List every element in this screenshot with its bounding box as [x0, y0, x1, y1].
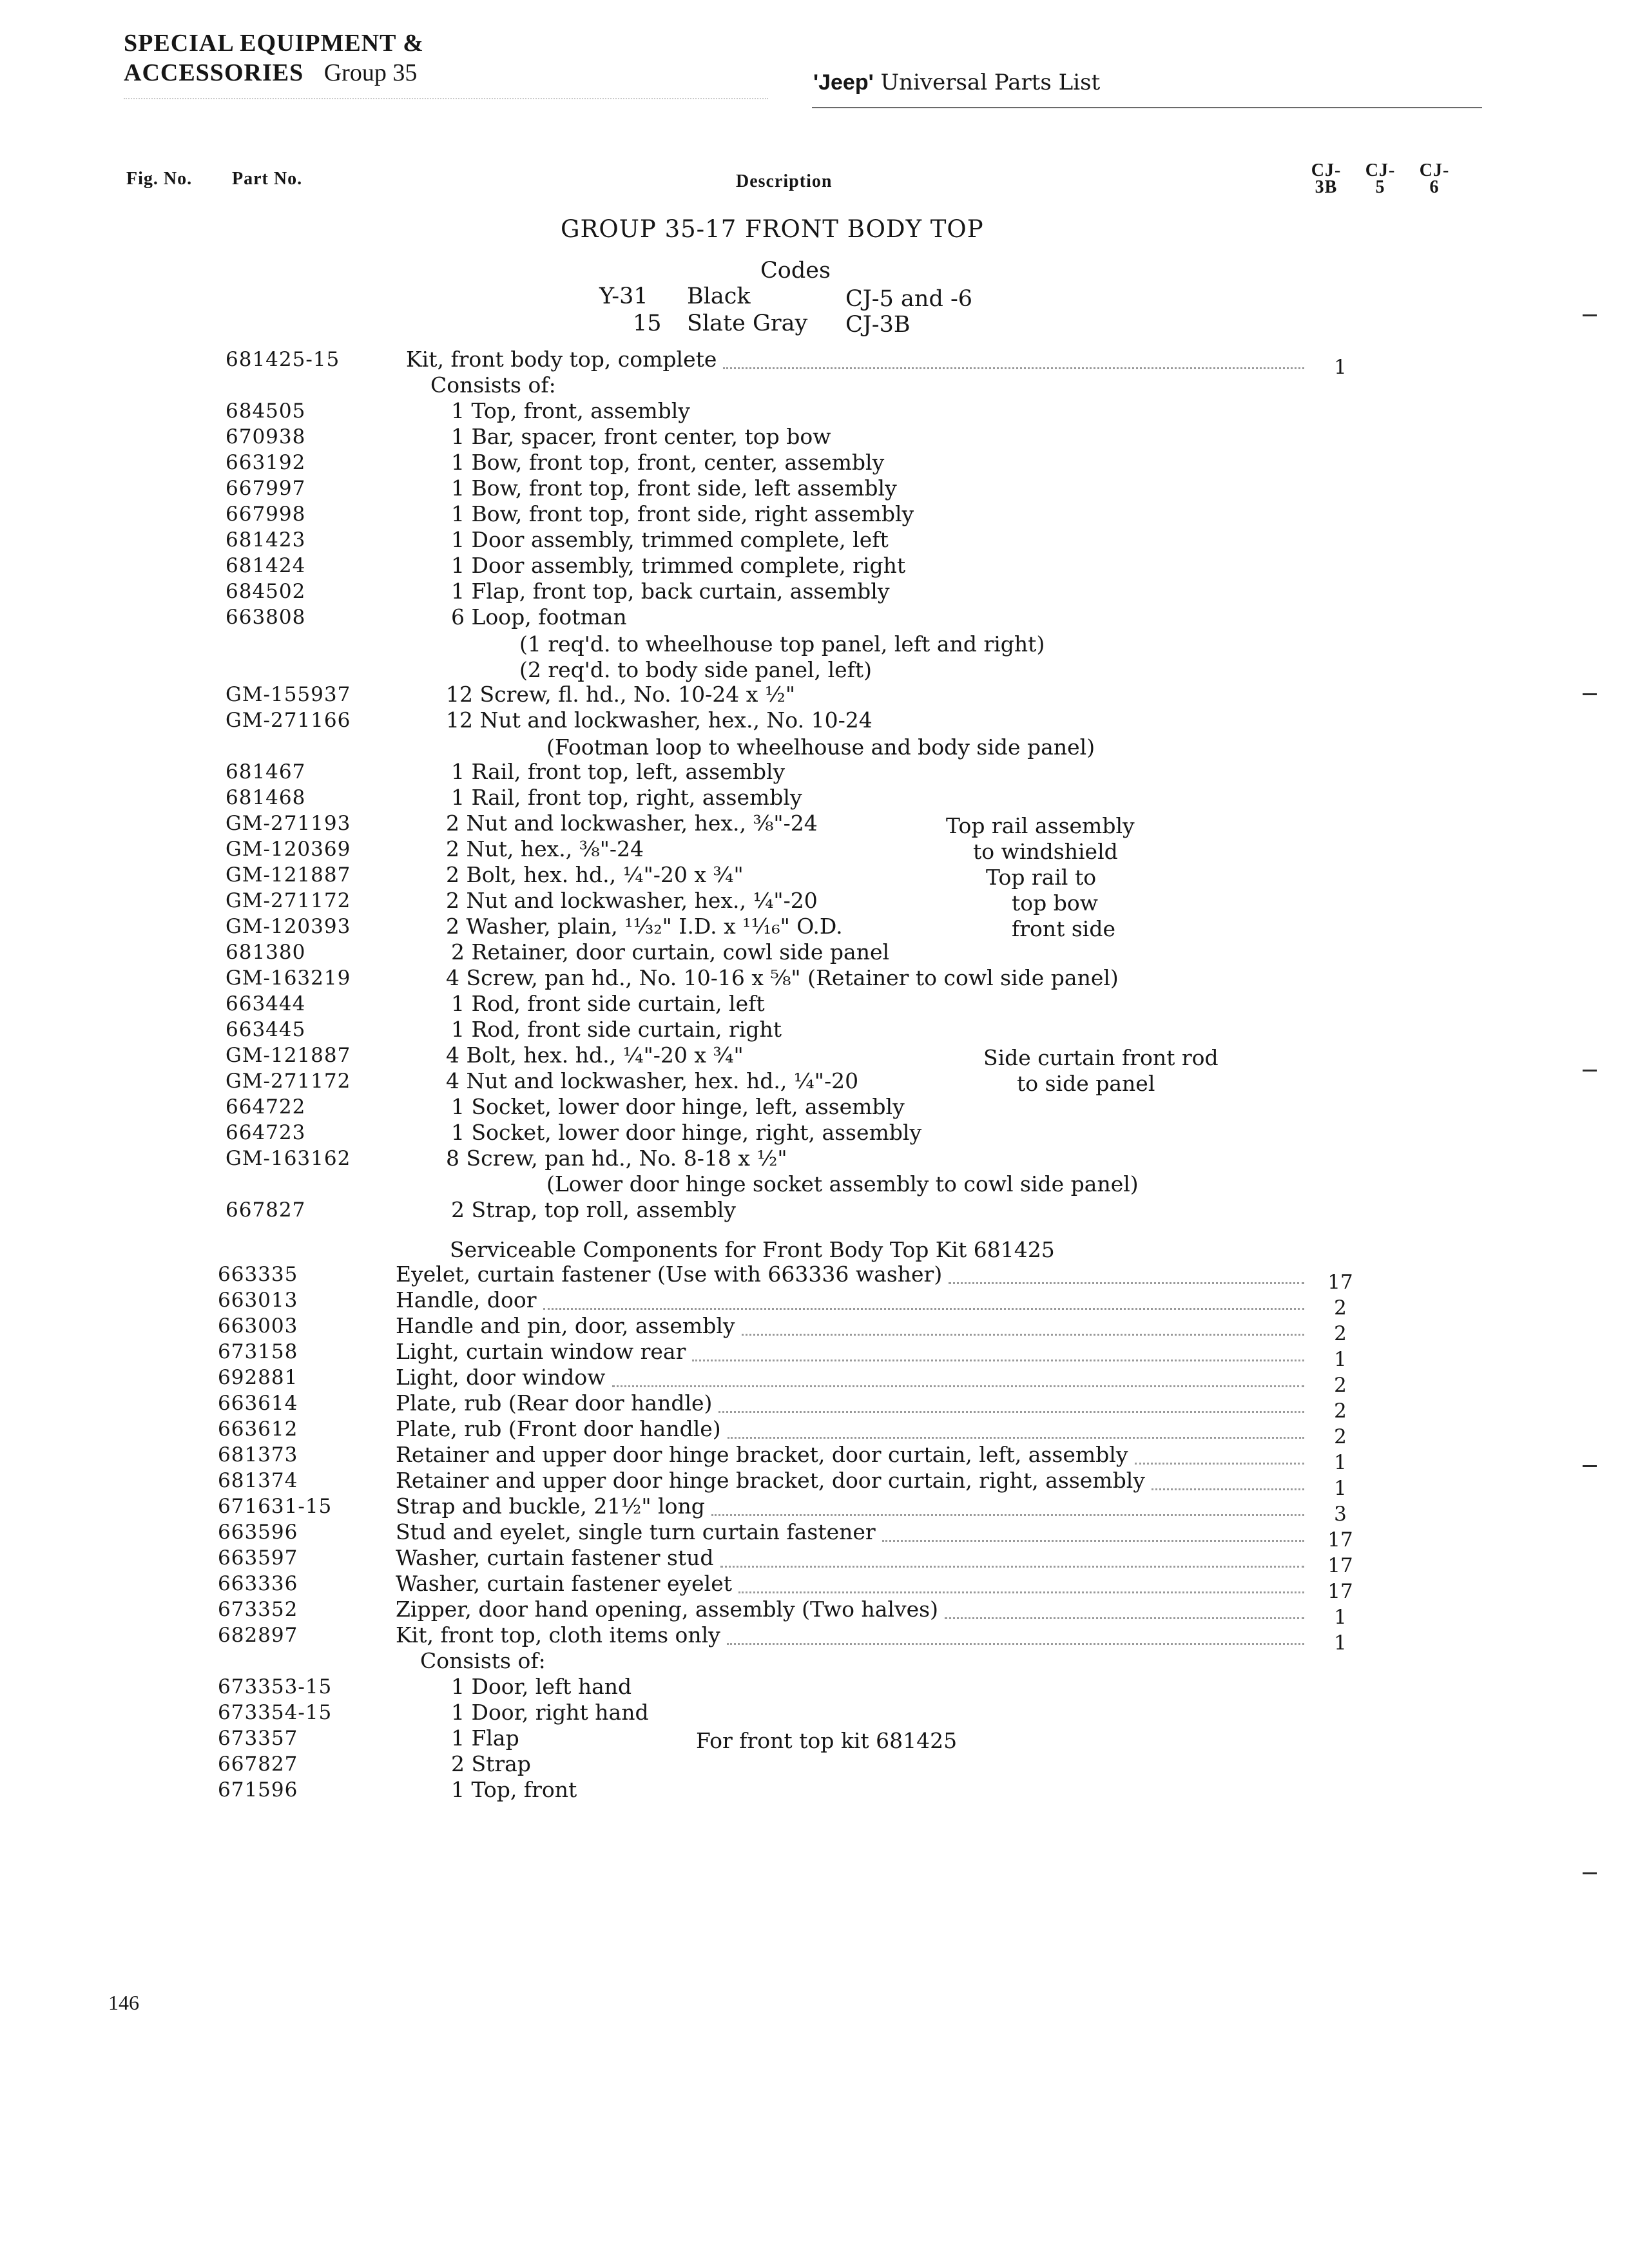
part-description: 1 Rod, front side curtain, left	[451, 991, 765, 1016]
quantity-cj-3b: 2	[1334, 1296, 1347, 1320]
margin-mark	[1583, 1070, 1597, 1072]
group-number: Group 35	[323, 59, 418, 86]
codes-label: Codes	[760, 258, 831, 284]
code-value: Y-31	[599, 284, 648, 309]
part-number: 663013	[218, 1289, 298, 1312]
part-description: (1 req'd. to wheelhouse top panel, left and right)	[519, 631, 1045, 657]
leader-dots	[718, 1411, 1304, 1413]
quantity-cj-3b: 17	[1327, 1528, 1353, 1552]
leader-dots	[945, 1617, 1304, 1619]
part-description: Kit, front body top, complete	[406, 347, 717, 372]
part-number: 671631-15	[218, 1495, 333, 1518]
code-15-models: CJ-3B	[845, 312, 911, 338]
quantity-cj-3b: 3	[1334, 1503, 1347, 1526]
part-description: 1 Socket, lower door hinge, right, assembly	[451, 1120, 922, 1145]
part-number: 664722	[226, 1095, 306, 1119]
margin-mark	[1583, 1465, 1597, 1467]
part-description: 1 Door, left hand	[451, 1674, 632, 1699]
part-description: Plate, rub (Front door handle)	[396, 1416, 721, 1441]
part-number: 663596	[218, 1521, 298, 1544]
part-description: Handle and pin, door, assembly	[396, 1313, 735, 1338]
part-number: 667998	[226, 503, 306, 526]
bracket-note: Top rail assembly	[946, 813, 1135, 838]
part-number: GM-163219	[226, 966, 351, 990]
part-description: 2 Nut and lockwasher, hex., ¼"-20	[446, 888, 818, 913]
part-number: 667827	[226, 1198, 306, 1222]
part-number: GM-155937	[226, 683, 351, 706]
part-description: 1 Socket, lower door hinge, left, assembly	[451, 1094, 905, 1119]
part-number: 664723	[226, 1121, 306, 1144]
part-number: 684505	[226, 399, 306, 423]
header-faint-rule	[124, 98, 768, 99]
part-number: GM-121887	[226, 1044, 351, 1067]
part-description: 1 Flap, front top, back curtain, assembly	[451, 579, 890, 604]
column-fig-no: Fig. No.	[126, 169, 193, 189]
part-description: Stud and eyelet, single turn curtain fastener	[396, 1519, 876, 1544]
leader-dots	[612, 1385, 1304, 1387]
document-title	[813, 70, 1100, 95]
leader-dots	[882, 1540, 1304, 1542]
quantity-cj-3b: 2	[1334, 1425, 1347, 1448]
part-description: 2 Bolt, hex. hd., ¼"-20 x ¾"	[446, 862, 744, 887]
part-description: Light, curtain window rear	[396, 1339, 686, 1364]
part-description: Eyelet, curtain fastener (Use with 663336 washer)	[396, 1262, 943, 1287]
part-number: 663612	[218, 1418, 298, 1441]
part-description: 2 Retainer, door curtain, cowl side panel	[451, 939, 890, 965]
part-description: 8 Screw, pan hd., No. 8-18 x ½"	[446, 1146, 787, 1171]
code-y31-models: CJ-5 and -6	[845, 286, 973, 312]
code-y31	[599, 284, 648, 309]
group-title: GROUP 35-17 FRONT BODY TOP	[561, 215, 984, 243]
section-heading-line1: SPECIAL EQUIPMENT &	[124, 30, 424, 57]
column-description: Description	[736, 171, 833, 191]
part-number: 673158	[218, 1340, 298, 1363]
part-number: 663003	[218, 1314, 298, 1338]
part-number: 663808	[226, 606, 306, 629]
part-number: 681374	[218, 1469, 298, 1492]
leader-dots	[720, 1566, 1304, 1568]
margin-mark	[1583, 1872, 1597, 1874]
quantity-cj-3b: 17	[1327, 1271, 1353, 1294]
part-description: (2 req'd. to body side panel, left)	[519, 657, 872, 682]
part-number: 673353-15	[218, 1675, 333, 1698]
column-cj-5-line1: CJ-	[1365, 160, 1396, 180]
part-number: 673352	[218, 1598, 298, 1621]
part-number: GM-163162	[226, 1147, 351, 1170]
part-description: Retainer and upper door hinge bracket, door curtain, right, assembly	[396, 1468, 1145, 1493]
section-heading	[124, 28, 424, 88]
leader-dots	[692, 1360, 1304, 1361]
part-description: Washer, curtain fastener eyelet	[396, 1571, 733, 1596]
column-cj-3b-line2: 3B	[1315, 177, 1338, 197]
quantity-cj-3b: 1	[1334, 1451, 1347, 1474]
quantity-cj-3b: 1	[1334, 1631, 1347, 1655]
part-description: 1 Door assembly, trimmed complete, right	[451, 553, 906, 578]
part-number: 681425-15	[226, 348, 340, 371]
leader-dots	[711, 1514, 1304, 1516]
part-description: 1 Bow, front top, front side, right assembly	[451, 501, 914, 526]
part-number: 673357	[218, 1727, 298, 1750]
brand-name: 'Jeep'	[813, 70, 874, 95]
quantity-cj-3b: 2	[1334, 1374, 1347, 1397]
quantity-cj-3b: 1	[1334, 1348, 1347, 1371]
quantity-cj-3b: 1	[1334, 1477, 1347, 1500]
column-cj-3b	[1306, 162, 1347, 196]
part-description: Washer, curtain fastener stud	[396, 1545, 714, 1570]
part-description: Zipper, door hand opening, assembly (Two halves)	[396, 1597, 938, 1622]
part-description: Retainer and upper door hinge bracket, door curtain, left, assembly	[396, 1442, 1128, 1467]
leader-dots	[738, 1591, 1304, 1593]
part-number: 663192	[226, 451, 306, 474]
part-number: GM-271172	[226, 889, 351, 912]
leader-dots	[1135, 1463, 1305, 1465]
code-y31-color: Black	[687, 284, 751, 309]
column-cj-3b-line1: CJ-	[1311, 160, 1342, 180]
part-description: Handle, door	[396, 1287, 537, 1312]
column-cj-5-line2: 5	[1375, 177, 1385, 197]
bracket-note: front side	[1012, 916, 1116, 941]
leader-dots	[742, 1334, 1304, 1336]
section-heading-line2	[124, 58, 424, 88]
bracket-note: top bow	[1012, 890, 1098, 916]
part-number: 684502	[226, 580, 306, 603]
part-number: 681468	[226, 786, 306, 809]
part-number: 681373	[218, 1443, 298, 1466]
part-description: Plate, rub (Rear door handle)	[396, 1390, 713, 1416]
part-description: 2 Strap, top roll, assembly	[451, 1197, 737, 1222]
part-description: 1 Flap	[451, 1725, 519, 1751]
part-number: 692881	[218, 1366, 298, 1389]
leader-dots	[723, 367, 1304, 369]
part-description: 12 Nut and lockwasher, hex., No. 10-24	[446, 707, 872, 733]
part-number: 667997	[226, 477, 306, 500]
part-description: 2 Strap	[451, 1751, 531, 1776]
part-description: Light, door window	[396, 1365, 606, 1390]
quantity-cj-3b: 2	[1334, 1399, 1347, 1423]
part-description: (Footman loop to wheelhouse and body side panel)	[546, 735, 1095, 760]
part-number: GM-271166	[226, 709, 351, 732]
part-number: 681467	[226, 760, 306, 783]
leader-dots	[727, 1643, 1304, 1645]
quantity-cj-3b: 2	[1334, 1322, 1347, 1345]
part-number: 667827	[218, 1753, 298, 1776]
part-description: 1 Top, front, assembly	[451, 398, 690, 423]
document-title-text: Universal Parts List	[880, 70, 1101, 95]
part-number: 681380	[226, 941, 306, 964]
bracket-note: to side panel	[1017, 1071, 1155, 1096]
part-description: 4 Bolt, hex. hd., ¼"-20 x ¾"	[446, 1043, 744, 1068]
part-description: 1 Bar, spacer, front center, top bow	[451, 424, 831, 449]
column-cj-5	[1360, 162, 1401, 196]
column-cj-6-line1: CJ-	[1419, 160, 1450, 180]
part-description: (Lower door hinge socket assembly to cowl side panel)	[546, 1171, 1139, 1196]
section-name: ACCESSORIES	[124, 59, 304, 86]
leader-dots	[949, 1282, 1304, 1284]
part-number: 671596	[218, 1778, 298, 1802]
bracket-note: to windshield	[973, 839, 1118, 864]
bracket-note: For front top kit 681425	[696, 1728, 958, 1753]
part-description: 1 Door, right hand	[451, 1700, 649, 1725]
bracket-note: Side curtain front rod	[983, 1045, 1219, 1070]
part-number: 663444	[226, 992, 306, 1015]
leader-dots	[728, 1437, 1304, 1439]
part-number: 670938	[226, 425, 306, 448]
margin-mark	[1583, 314, 1597, 316]
quantity-cj-3b: 1	[1334, 1606, 1347, 1629]
part-description: 2 Washer, plain, ¹¹⁄₃₂" I.D. x ¹¹⁄₁₆" O.D.	[446, 914, 843, 939]
part-description: 4 Screw, pan hd., No. 10-16 x ⅝" (Retainer to cowl side panel)	[446, 965, 1119, 990]
bracket-note: Top rail to	[986, 865, 1097, 890]
part-description: 2 Nut and lockwasher, hex., ⅜"-24	[446, 811, 818, 836]
part-description: Kit, front top, cloth items only	[396, 1622, 720, 1648]
part-description: 12 Screw, fl. hd., No. 10-24 x ½"	[446, 682, 796, 707]
quantity-cj-3b: 17	[1327, 1580, 1353, 1603]
quantity-cj-3b: 17	[1327, 1554, 1353, 1577]
part-number: 663597	[218, 1546, 298, 1570]
part-description: 4 Nut and lockwasher, hex. hd., ¼"-20	[446, 1068, 859, 1093]
consists-of-label: Consists of:	[420, 1648, 546, 1673]
part-description: 1 Bow, front top, front side, left assembly	[451, 476, 897, 501]
column-part-no: Part No.	[232, 169, 303, 189]
leader-dots	[543, 1308, 1304, 1310]
part-number: 663445	[226, 1018, 306, 1041]
subsection-heading: Serviceable Components for Front Body Top Kit 681425	[450, 1237, 1055, 1262]
part-description: 1 Rod, front side curtain, right	[451, 1017, 782, 1042]
part-number: GM-271172	[226, 1070, 351, 1093]
consists-of-label: Consists of:	[430, 372, 556, 398]
part-description: 1 Top, front	[451, 1777, 577, 1802]
part-number: 663335	[218, 1263, 298, 1286]
part-description: Strap and buckle, 21½" long	[396, 1494, 705, 1519]
part-number: 673354-15	[218, 1701, 333, 1724]
part-description: 1 Rail, front top, right, assembly	[451, 785, 802, 810]
code-15: 15	[633, 311, 662, 336]
part-number: GM-120369	[226, 838, 351, 861]
column-cj-6	[1414, 162, 1455, 196]
part-number: GM-271193	[226, 812, 351, 835]
part-number: 663336	[218, 1572, 298, 1595]
margin-mark	[1583, 693, 1597, 695]
code-15-color: Slate Gray	[687, 311, 808, 336]
header-rule	[812, 107, 1482, 108]
column-cj-6-line2: 6	[1429, 177, 1440, 197]
quantity-cj-3b: 1	[1334, 356, 1347, 379]
part-number: 663614	[218, 1392, 298, 1415]
part-number: 681424	[226, 554, 306, 577]
part-description: 2 Nut, hex., ⅜"-24	[446, 836, 644, 861]
part-number: GM-121887	[226, 863, 351, 887]
part-description: 1 Rail, front top, left, assembly	[451, 759, 786, 784]
part-number: 682897	[218, 1624, 298, 1647]
leader-dots	[1152, 1488, 1304, 1490]
part-description: 1 Bow, front top, front, center, assembly	[451, 450, 885, 475]
page-number: 146	[108, 1991, 139, 2014]
part-description: 1 Door assembly, trimmed complete, left	[451, 527, 889, 552]
part-number: GM-120393	[226, 915, 351, 938]
part-description: 6 Loop, footman	[451, 604, 627, 629]
part-number: 681423	[226, 528, 306, 552]
